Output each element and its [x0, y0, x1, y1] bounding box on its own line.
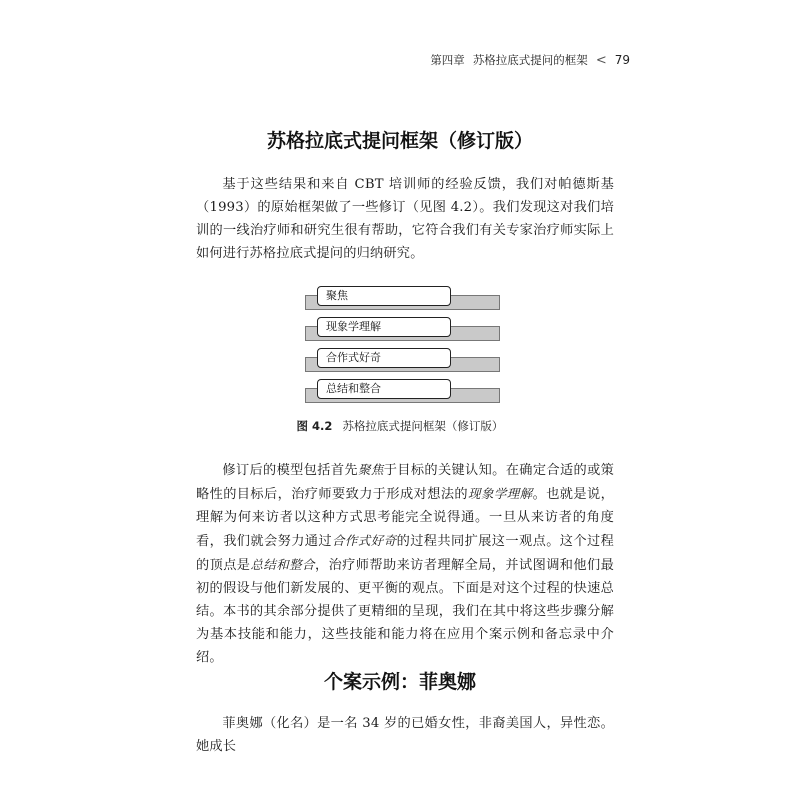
text-run: 修订后的模型包括首先: [222, 463, 358, 478]
step-label: 合作式好奇: [317, 348, 451, 368]
figure-step: [305, 348, 500, 370]
step-label: 总结和整合: [317, 379, 451, 399]
framework-figure: [305, 284, 505, 409]
body-paragraph: 菲奥娜（化名）是一名 34 岁的已婚女性，非裔美国人，异性恋。她成长: [196, 716, 614, 754]
emphasis-term: 总结和整合: [250, 557, 315, 572]
text-run: ，治疗师帮助来访者理解全局，并试图调和他们最初的假设与他们新发展的、更平衡的观点。下面是对这个过程的快速总结。本书的其余部分提供了更精细的呈现，我们在其中将这些步骤分解为基本技能和能力，这些技能和能力将在应用个案示例和备忘录中介绍。: [196, 558, 614, 665]
body-paragraph: 基于这些结果和来自 CBT 培训师的经验反馈，我们对帕德斯基（1993）的原始框架做了一些修订（见图 4.2）。我们发现这对我们培训的一线治疗师和研究生很有帮助，它符合我们有关专家治疗师实际上如何进行苏格拉底式提问的归纳研究。: [196, 177, 614, 261]
text-run: 于目标的关键认知。在确定合适的或策略性的目标后，治疗师要致力于形成对想法的: [196, 463, 615, 502]
step-label: 现象学理解: [317, 317, 451, 337]
running-header: [430, 52, 630, 68]
chevron-left-icon: <: [595, 52, 607, 68]
body-paragraph: [196, 458, 614, 669]
emphasis-term: 聚焦: [357, 462, 384, 477]
figure-caption-text: 苏格拉底式提问框架（修订版）: [342, 419, 504, 433]
chapter-label: 第四章: [430, 53, 465, 67]
page-number: 79: [614, 53, 630, 67]
section-title: 个案示例：菲奥娜: [323, 671, 476, 693]
step-label: 聚焦: [317, 286, 451, 306]
text-run: 。也就是说，理解为何来访者以这种方式思考能完全说得通。一旦从来访者的角度看，我们就会努力通过: [196, 487, 615, 549]
chapter-title: 苏格拉底式提问的框架: [472, 53, 588, 67]
figure-step: [305, 286, 500, 308]
figure-step: [305, 379, 500, 401]
figure-caption: [0, 418, 800, 434]
emphasis-term: 合作式好奇: [332, 533, 397, 548]
figure-step: [305, 317, 500, 339]
text-run: 的过程共同扩展这一观点。这个过程的顶点是: [196, 534, 614, 573]
figure-caption-label: 图 4.2: [296, 419, 333, 433]
section-title: 苏格拉底式提问框架（修订版）: [266, 130, 533, 152]
emphasis-term: 现象学理解: [468, 486, 533, 501]
